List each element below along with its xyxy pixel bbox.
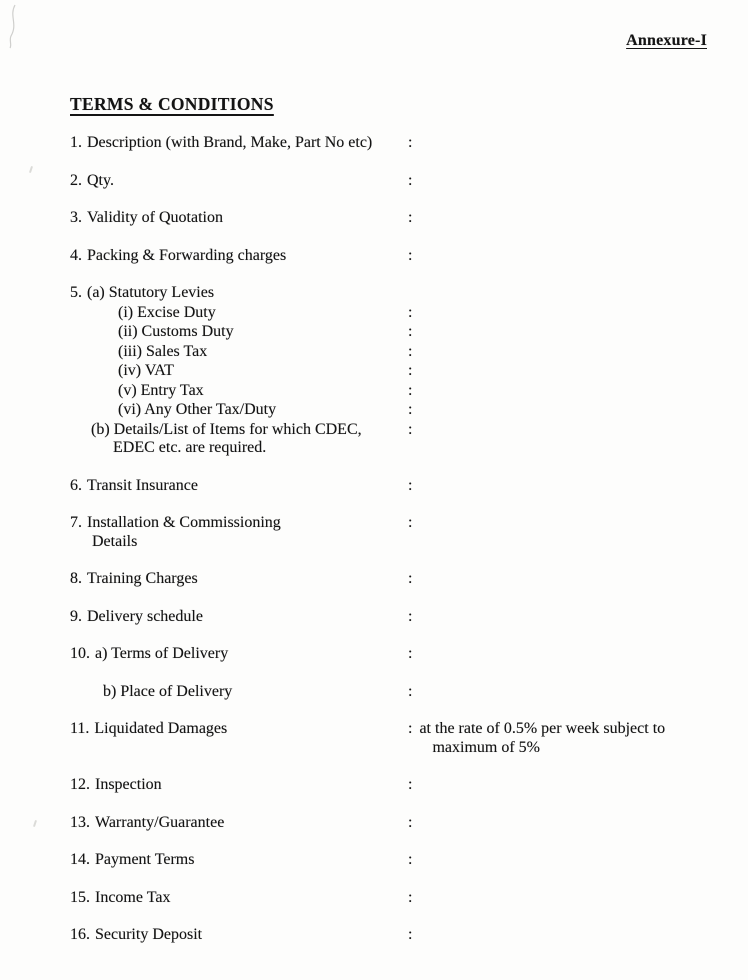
- item-label-cell: [70, 814, 408, 833]
- item-label-cell: [70, 304, 408, 323]
- item-label: b) Place of Delivery: [103, 682, 233, 700]
- item-label-cell: [70, 477, 408, 496]
- item-number: 5.: [70, 284, 82, 301]
- item-value-cell: [408, 514, 748, 533]
- term-row: [70, 776, 748, 795]
- term-row: [70, 926, 748, 945]
- item-value-cell: [408, 382, 748, 401]
- item-value-line1: at the rate of 0.5% per week subject to: [419, 720, 666, 737]
- colon-separator: :: [408, 134, 413, 151]
- colon-separator: :: [408, 682, 413, 700]
- item-value-cell: [408, 209, 748, 228]
- item-label: (a) Statutory Levies: [87, 284, 215, 301]
- scan-mark: [29, 166, 33, 173]
- item-value-cell: [408, 401, 748, 420]
- scan-mark: [3, 2, 25, 50]
- item-value: [419, 720, 665, 757]
- item-label: Installation & Commissioning: [87, 514, 281, 531]
- item-number: 9.: [70, 607, 82, 625]
- item-value-cell: [408, 343, 748, 362]
- item-label-cell: [70, 284, 408, 303]
- term-row: [70, 209, 748, 228]
- item-number: 2.: [70, 171, 82, 189]
- term-row: [70, 343, 748, 362]
- item-label-cell: [70, 889, 408, 908]
- item-label-cell: [70, 926, 408, 945]
- item-label-cell: [70, 134, 408, 153]
- term-row: [70, 608, 748, 627]
- item-label-cell: [70, 362, 408, 381]
- colon-separator: :: [408, 401, 413, 418]
- colon-separator: :: [408, 607, 413, 625]
- item-label: Description (with Brand, Make, Part No etc): [87, 134, 373, 151]
- item-value-cell: [408, 421, 748, 440]
- item-value-cell: [408, 323, 748, 342]
- item-value-cell: [408, 645, 748, 664]
- term-row: [70, 247, 748, 266]
- item-value-cell: [408, 889, 748, 908]
- item-label: Warranty/Guarantee: [95, 813, 225, 831]
- page-title: TERMS & CONDITIONS: [70, 94, 274, 114]
- item-label-cell: [70, 514, 408, 551]
- item-number: 11.: [70, 720, 90, 737]
- item-value-cell: [408, 304, 748, 323]
- term-row: [70, 421, 748, 458]
- item-label: Delivery schedule: [87, 607, 203, 625]
- colon-separator: :: [408, 776, 413, 793]
- item-label-cell: [70, 776, 408, 795]
- item-value-cell: [408, 362, 748, 381]
- term-row: [70, 851, 748, 870]
- colon-separator: :: [408, 362, 413, 379]
- item-value-cell: [408, 720, 748, 757]
- item-value-cell: [408, 608, 748, 627]
- term-row: [70, 304, 748, 323]
- item-label-cell: [70, 645, 408, 664]
- item-number: 1.: [70, 134, 82, 151]
- item-label: Inspection: [95, 776, 162, 793]
- colon-separator: :: [408, 476, 413, 494]
- term-row: [70, 362, 748, 381]
- colon-separator: :: [408, 514, 413, 531]
- item-value-cell: [408, 570, 748, 589]
- item-label-cell: [70, 608, 408, 627]
- item-label: Qty.: [87, 171, 114, 189]
- item-label: (iii) Sales Tax: [118, 342, 208, 360]
- item-label: (i) Excise Duty: [118, 303, 216, 321]
- term-row: [70, 323, 748, 342]
- term-row: [70, 382, 748, 401]
- colon-separator: :: [408, 381, 413, 399]
- term-row: [70, 683, 748, 702]
- item-label: Liquidated Damages: [94, 720, 228, 737]
- item-value-cell: [408, 247, 748, 266]
- colon-separator: :: [408, 171, 413, 189]
- term-row: [70, 889, 748, 908]
- item-value-cell: [408, 477, 748, 496]
- item-number: 16.: [70, 926, 90, 943]
- colon-separator: :: [408, 342, 413, 360]
- item-value-cell: [408, 172, 748, 191]
- item-number: 6.: [70, 476, 82, 494]
- colon-separator: :: [408, 246, 413, 264]
- item-label-cell: [70, 401, 408, 420]
- colon-separator: :: [408, 926, 413, 943]
- item-label: Payment Terms: [95, 851, 195, 868]
- item-value-cell: [408, 851, 748, 870]
- colon-separator: :: [408, 645, 413, 662]
- terms-list: [70, 134, 748, 945]
- item-label: (v) Entry Tax: [118, 381, 204, 399]
- item-label: (b) Details/List of Items for which CDEC,: [91, 420, 362, 438]
- item-label: a) Terms of Delivery: [95, 645, 229, 662]
- term-row: [70, 720, 748, 757]
- item-number: 7.: [70, 514, 82, 531]
- item-label: (vi) Any Other Tax/Duty: [118, 401, 277, 418]
- term-row: [70, 401, 748, 420]
- colon-separator: :: [408, 851, 413, 868]
- item-label-line2: EDEC etc. are required.: [113, 439, 267, 456]
- term-row: [70, 284, 748, 303]
- colon-separator: :: [408, 570, 413, 587]
- term-row: [70, 134, 748, 153]
- colon-separator: :: [408, 888, 413, 906]
- item-label-cell: [70, 683, 408, 702]
- item-value-cell: [408, 814, 748, 833]
- item-label-line2: Details: [92, 532, 138, 550]
- colon-separator: :: [408, 720, 413, 737]
- item-label: (ii) Customs Duty: [118, 323, 234, 340]
- item-value-cell: [408, 926, 748, 945]
- term-row: [70, 814, 748, 833]
- item-number: 13.: [70, 813, 90, 831]
- item-label-cell: [70, 323, 408, 342]
- item-number: 12.: [70, 776, 90, 793]
- term-row: [70, 645, 748, 664]
- scan-mark: [33, 820, 37, 827]
- colon-separator: :: [408, 323, 413, 340]
- term-row: [70, 172, 748, 191]
- item-label-cell: [70, 247, 408, 266]
- item-value-line2: maximum of 5%: [432, 738, 540, 756]
- item-number: 10.: [70, 645, 90, 662]
- item-label-cell: [70, 421, 408, 458]
- colon-separator: :: [408, 813, 413, 831]
- item-label: Transit Insurance: [87, 476, 198, 494]
- item-number: 3.: [70, 209, 82, 226]
- item-label: Income Tax: [95, 888, 171, 906]
- colon-separator: :: [408, 303, 413, 321]
- item-number: 14.: [70, 851, 90, 868]
- item-value-cell: [408, 776, 748, 795]
- item-label: Packing & Forwarding charges: [87, 246, 287, 264]
- item-label: Security Deposit: [95, 926, 203, 943]
- annexure-label: Annexure-I: [626, 32, 707, 49]
- item-label: (iv) VAT: [118, 362, 174, 379]
- item-value-cell: [408, 683, 748, 702]
- item-label-cell: [70, 570, 408, 589]
- item-label: Validity of Quotation: [87, 209, 223, 226]
- item-label-cell: [70, 343, 408, 362]
- item-label-cell: [70, 382, 408, 401]
- item-label-cell: [70, 720, 408, 739]
- item-number: 4.: [70, 246, 82, 264]
- colon-separator: :: [408, 209, 413, 226]
- item-label-cell: [70, 851, 408, 870]
- term-row: [70, 514, 748, 551]
- colon-separator: :: [408, 420, 413, 438]
- item-value-cell: [408, 134, 748, 153]
- item-label-cell: [70, 209, 408, 228]
- item-number: 8.: [70, 570, 82, 587]
- term-row: [70, 570, 748, 589]
- item-number: 15.: [70, 888, 90, 906]
- item-label: Training Charges: [87, 570, 198, 587]
- term-row: [70, 477, 748, 496]
- item-label-cell: [70, 172, 408, 191]
